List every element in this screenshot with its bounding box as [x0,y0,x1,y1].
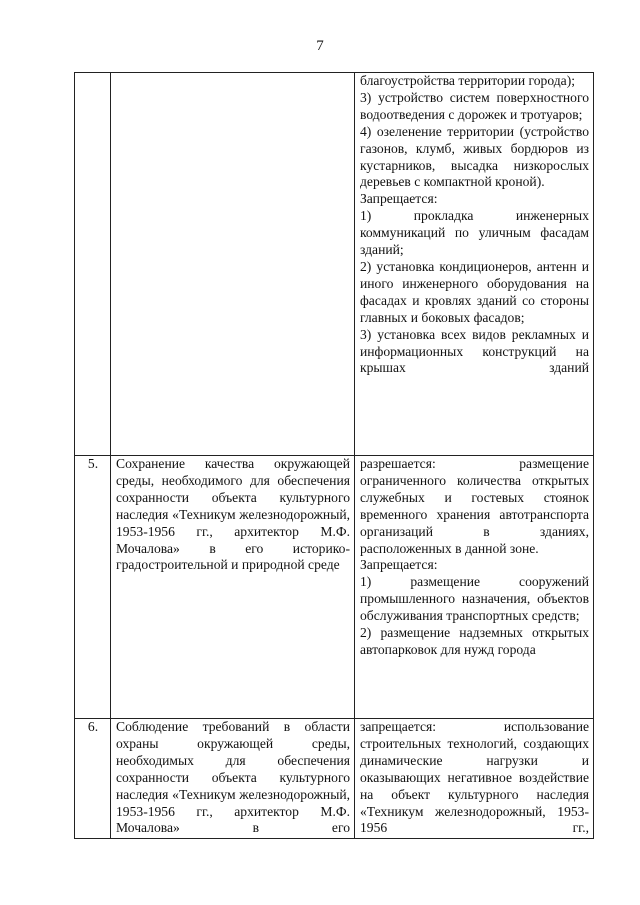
regime-paragraph: 4) озеленение территории (устройство газонов, клумб, живых бордюров из кустарников, высадка низкорослых деревьев с компактной кроной). [360,123,589,190]
regime-table [74,72,594,839]
regime-paragraph: благоустройства территории города); [360,73,575,88]
regime-paragraph: Запрещается: [360,557,438,573]
regime-cell [355,73,594,456]
regime-paragraph: 2) установка кондиционеров, антенн и иного инженерного оборудования на фасадах и кровлях зданий со стороны главных и боковых фасадов; [360,258,589,325]
table-row [75,719,594,839]
regime-paragraph: разрешается: размещение ограниченного количества открытых служебных и гостевых стоянок временного хранения автотранспорта организаций в зданиях, расположенных в данной зоне. [360,456,589,556]
regime-paragraph: 3) установка всех видов рекламных и информационных конструкций на крышах зданий [360,326,589,376]
regime-paragraph: 1) размещение сооружений промышленного назначения, объектов обслуживания транспортных средств; [360,574,589,624]
row-number: 6. [75,719,111,839]
table-row [75,456,594,719]
regime-cell [355,456,594,719]
regime-cell [355,719,594,839]
regime-paragraph: 2) размещение надземных открытых автопарковок для нужд города [360,625,589,657]
requirement-cell [111,73,355,456]
requirement-text: Сохранение качества окружающей среды, необходимого для обеспечения сохранности объекта культурного наследия «Техникум железнодорожный, 1953-1956 гг., архитектор М.Ф. Мочалова» в его историко-градостроительной и природной среде [116,456,350,573]
table-row [75,73,594,456]
row-number [75,73,111,456]
regime-paragraph: 1) прокладка инженерных коммуникаций по уличным фасадам зданий; [360,208,589,258]
regime-paragraph: Запрещается: [360,191,438,207]
row-number: 5. [75,456,111,719]
regime-paragraph: запрещается: использование строительных технологий, создающих динамические нагрузки и оказывающих негативное воздействие на объект культурного наследия «Техникум железнодорожный, 1953-1956 гг., [360,719,589,836]
page-number: 7 [316,38,324,54]
requirement-cell [111,719,355,839]
requirement-text: Соблюдение требований в области охраны окружающей среды, необходимых для обеспечения сохранности объекта культурного наследия «Техникум железнодорожный, 1953-1956 гг., архитектор М.Ф. Мочалова» в его [116,719,350,836]
requirement-cell [111,456,355,719]
regime-paragraph: 3) устройство систем поверхностного водоотведения с дорожек и тротуаров; [360,89,589,122]
